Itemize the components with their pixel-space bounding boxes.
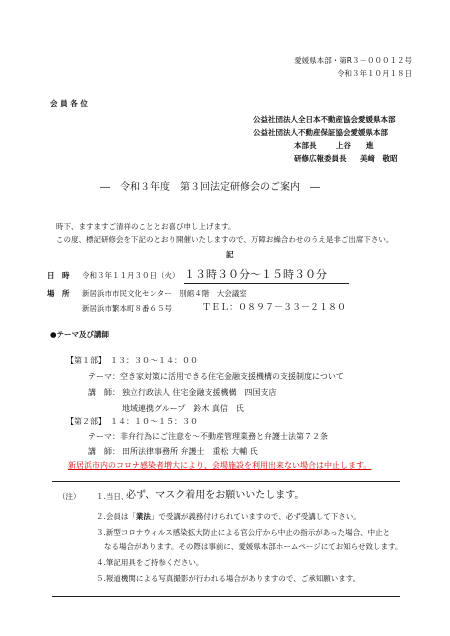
note-2-law: 業法 bbox=[135, 512, 151, 521]
note-5: ５.報道機関による写真撮影が行われる場合がありますので、ご承知願います。 bbox=[96, 574, 361, 583]
date-value: 令和３年１１月３０日（火） bbox=[82, 271, 180, 280]
invitation-line: この度、標記研修会を下記のとおり開催いたしますので、万障お繰合わせのうえ是非ご出席下さい。 bbox=[56, 235, 394, 244]
date-label: 日 時 bbox=[47, 271, 70, 280]
document-number: 愛媛県本部・第R３－０００１２号 bbox=[294, 56, 412, 65]
note-2 bbox=[96, 513, 361, 521]
part1-lecturer-2: 地域連携グループ 鈴木 真信 氏 bbox=[122, 404, 244, 413]
notes-label: （注） bbox=[58, 492, 81, 501]
committee-title: 研修広報委員長 bbox=[294, 154, 347, 163]
ki-mark: 記 bbox=[226, 250, 234, 259]
note-2-pre: ２.会員は「 bbox=[96, 512, 136, 521]
committee-name: 美﨑 敬昭 bbox=[360, 154, 398, 163]
time-underline bbox=[184, 283, 349, 284]
place-address: 新居浜市繁本町８番６５号 bbox=[82, 304, 172, 313]
note-4: ４.筆記用具をご持参ください。 bbox=[96, 558, 204, 567]
theme-heading: ●テーマ及び講師 bbox=[50, 330, 110, 339]
cancellation-warning: 新居浜市内のコロナ感染者増大により、会場施設を利用出来ない場合は中止します。 bbox=[68, 461, 372, 470]
part2-time: 【第２部】 １４：１０～１５：３０ bbox=[66, 417, 198, 426]
place-value: 新居浜市市民文化センター 別館４階 大会議室 bbox=[82, 289, 247, 298]
part2-theme: テーマ：非弁行為にご注意を～不動産管理業務と弁護士法第７２条 bbox=[88, 432, 328, 441]
part2-lecturer-label: 講 師： bbox=[88, 447, 120, 456]
time-value: １３時３０分～１５時３０分 bbox=[184, 268, 327, 281]
place-tel: ＴＥＬ：０８９７－３３－２１８０ bbox=[202, 303, 347, 313]
notice-title: ― 令和３年度 第３回法定研修会のご案内 ― bbox=[100, 182, 320, 193]
note-3b: なる場合があります。その際は事前に、愛媛県本部ホームページにてお知らせ致します。 bbox=[104, 542, 403, 551]
sender-org-1: 公益社団法人全日本不動産協会愛媛県本部 bbox=[253, 115, 396, 124]
note-2-post: 」で受講が義務付けられていますので、必ず受講して下さい。 bbox=[150, 512, 361, 521]
chief-title: 本部長 bbox=[294, 141, 317, 150]
part1-lecturer: 独立行政法人 住宅金融支援機構 四国支店 bbox=[122, 388, 277, 397]
sender-org-2: 公益社団法人不動産保証協会愛媛県本部 bbox=[253, 128, 388, 137]
place-label: 場 所 bbox=[47, 289, 70, 298]
greeting-line: 時下、ますますご清祥のこととお喜び申し上げます。 bbox=[56, 222, 236, 231]
part1-lecturer-label: 講 師： bbox=[88, 388, 120, 397]
note-1-prefix: １.当日、 bbox=[96, 492, 129, 501]
part1-theme: テーマ：空き家対策に活用できる住宅金融支援機構の支援制度について bbox=[88, 372, 344, 381]
document-date: 令和３年１０月１８日 bbox=[337, 69, 412, 78]
note-1-emphasis: 必ず、マスク着用をお願いいたします。 bbox=[126, 490, 305, 501]
part1-time: 【第１部】 １３：３０～１４：００ bbox=[66, 356, 198, 365]
chief-name: 上谷 進 bbox=[336, 141, 374, 150]
divider-bottom bbox=[52, 596, 400, 597]
divider-top bbox=[52, 481, 400, 482]
addressee: 会 員 各 位 bbox=[50, 99, 88, 108]
note-3a: ３.新型コロナウィルス感染拡大防止による官公庁から中止の指示があった場合、中止と bbox=[96, 528, 391, 537]
part2-lecturer: 田所法律事務所 弁護士 重松 大輔 氏 bbox=[122, 447, 258, 456]
